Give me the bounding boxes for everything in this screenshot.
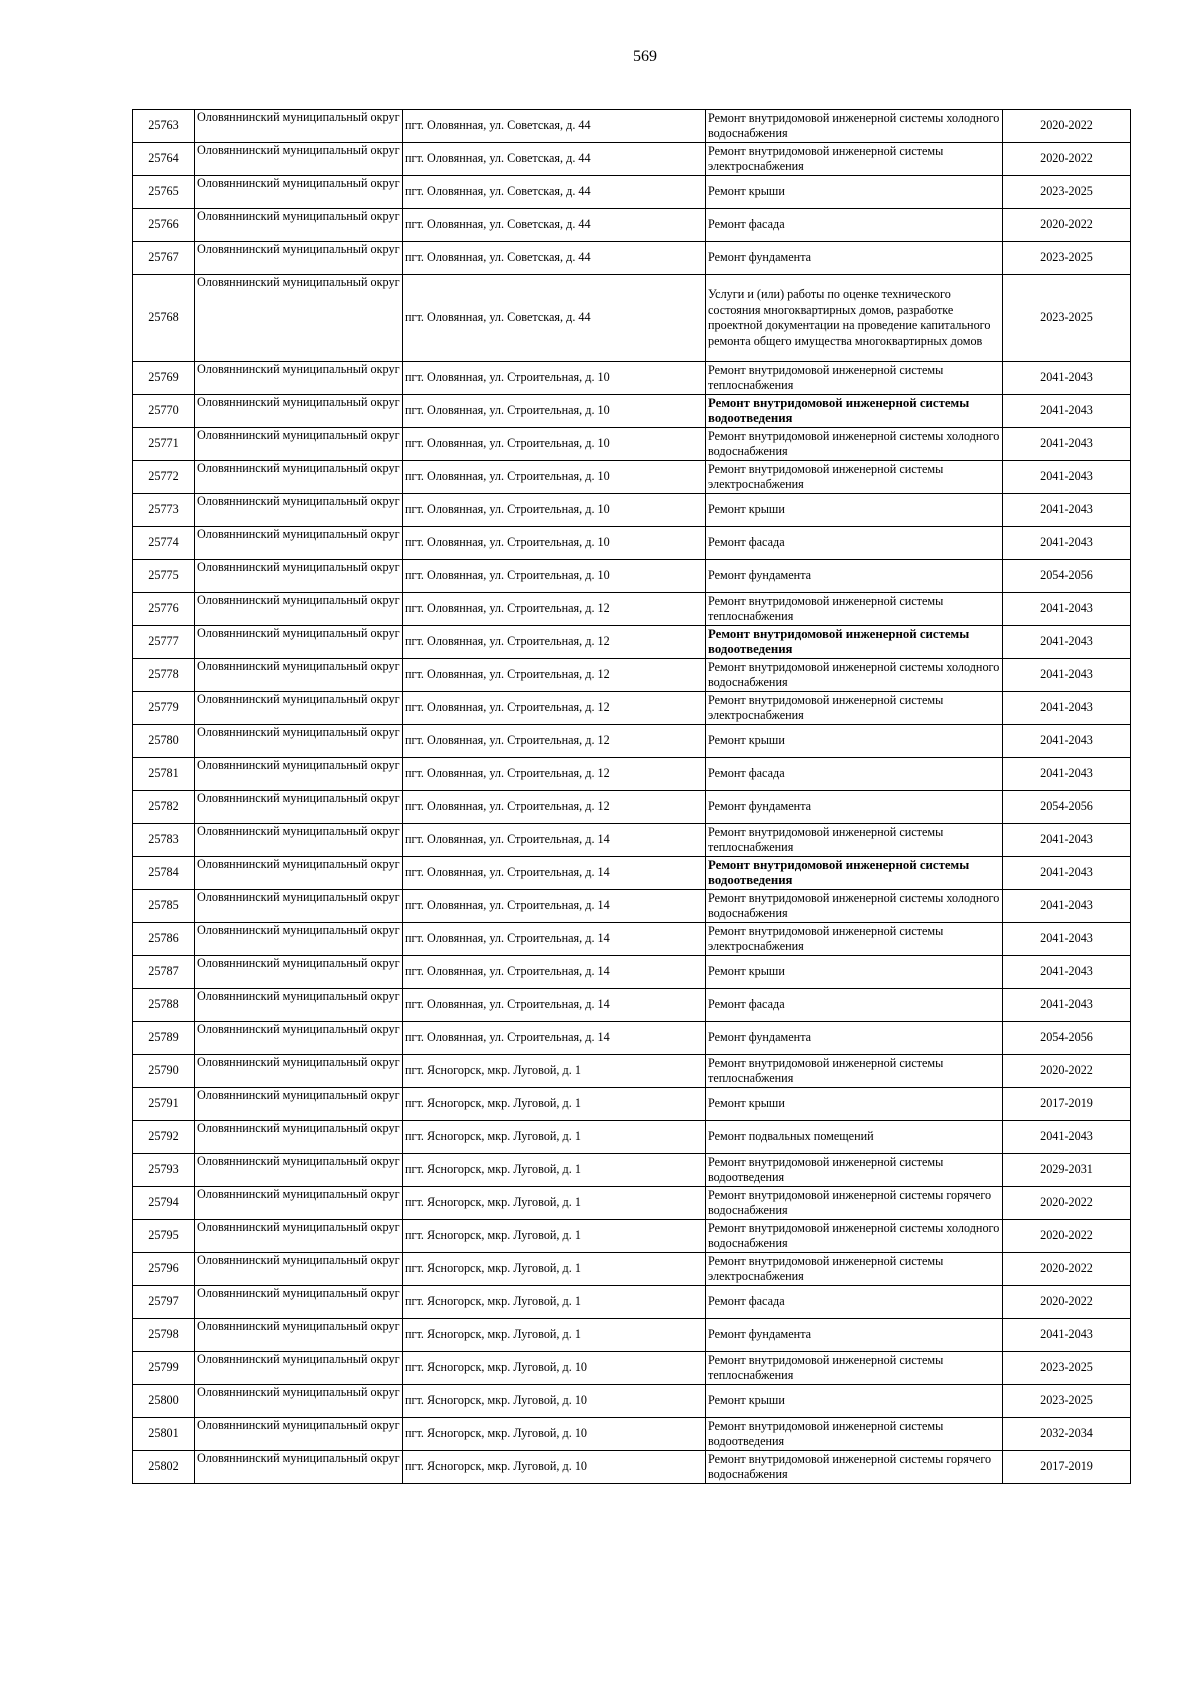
row-id-cell: 25793 [133, 1154, 195, 1187]
address-cell: пгт. Оловянная, ул. Строительная, д. 12 [403, 692, 706, 725]
row-id-cell: 25766 [133, 209, 195, 242]
work-type-cell: Ремонт внутридомовой инженерной системы холодного водоснабжения [706, 1220, 1003, 1253]
address-cell: пгт. Оловянная, ул. Строительная, д. 14 [403, 1022, 706, 1055]
work-type-cell: Ремонт внутридомовой инженерной системы холодного водоснабжения [706, 890, 1003, 923]
row-id-cell: 25772 [133, 461, 195, 494]
address-cell: пгт. Оловянная, ул. Строительная, д. 10 [403, 428, 706, 461]
table-row [133, 758, 1131, 791]
municipality-cell: Оловяннинский муниципальный округ [195, 494, 403, 527]
row-id-cell: 25769 [133, 362, 195, 395]
address-cell: пгт. Ясногорск, мкр. Луговой, д. 1 [403, 1253, 706, 1286]
row-id-cell: 25774 [133, 527, 195, 560]
address-cell: пгт. Ясногорск, мкр. Луговой, д. 1 [403, 1220, 706, 1253]
address-cell: пгт. Оловянная, ул. Строительная, д. 14 [403, 956, 706, 989]
table-row [133, 1286, 1131, 1319]
municipality-cell: Оловяннинский муниципальный округ [195, 824, 403, 857]
period-cell: 2029-2031 [1003, 1154, 1131, 1187]
municipality-cell: Оловяннинский муниципальный округ [195, 176, 403, 209]
municipality-cell: Оловяннинский муниципальный округ [195, 692, 403, 725]
period-cell: 2054-2056 [1003, 1022, 1131, 1055]
row-id-cell: 25786 [133, 923, 195, 956]
table-row [133, 209, 1131, 242]
municipality-cell: Оловяннинский муниципальный округ [195, 791, 403, 824]
table-row [133, 1352, 1131, 1385]
period-cell: 2041-2043 [1003, 626, 1131, 659]
address-cell: пгт. Оловянная, ул. Советская, д. 44 [403, 209, 706, 242]
work-type-cell: Ремонт внутридомовой инженерной системы электроснабжения [706, 1253, 1003, 1286]
period-cell: 2020-2022 [1003, 1055, 1131, 1088]
address-cell: пгт. Оловянная, ул. Строительная, д. 10 [403, 461, 706, 494]
municipality-cell: Оловяннинский муниципальный округ [195, 110, 403, 143]
row-id-cell: 25783 [133, 824, 195, 857]
table-row [133, 275, 1131, 362]
work-type-cell: Ремонт фасада [706, 209, 1003, 242]
row-id-cell: 25791 [133, 1088, 195, 1121]
table-row [133, 890, 1131, 923]
work-type-cell: Ремонт внутридомовой инженерной системы горячего водоснабжения [706, 1187, 1003, 1220]
table-row [133, 395, 1131, 428]
address-cell: пгт. Оловянная, ул. Строительная, д. 10 [403, 560, 706, 593]
work-type-cell: Ремонт подвальных помещений [706, 1121, 1003, 1154]
period-cell: 2020-2022 [1003, 1220, 1131, 1253]
period-cell: 2023-2025 [1003, 242, 1131, 275]
row-id-cell: 25775 [133, 560, 195, 593]
work-type-cell: Ремонт внутридомовой инженерной системы теплоснабжения [706, 1055, 1003, 1088]
period-cell: 2041-2043 [1003, 923, 1131, 956]
address-cell: пгт. Ясногорск, мкр. Луговой, д. 1 [403, 1187, 706, 1220]
row-id-cell: 25767 [133, 242, 195, 275]
municipality-cell: Оловяннинский муниципальный округ [195, 1088, 403, 1121]
work-type-cell: Ремонт фасада [706, 989, 1003, 1022]
work-type-cell: Ремонт крыши [706, 494, 1003, 527]
municipality-cell: Оловяннинский муниципальный округ [195, 1352, 403, 1385]
address-cell: пгт. Ясногорск, мкр. Луговой, д. 1 [403, 1286, 706, 1319]
row-id-cell: 25789 [133, 1022, 195, 1055]
row-id-cell: 25799 [133, 1352, 195, 1385]
municipality-cell: Оловяннинский муниципальный округ [195, 857, 403, 890]
address-cell: пгт. Оловянная, ул. Строительная, д. 12 [403, 626, 706, 659]
work-type-cell: Ремонт фундамента [706, 791, 1003, 824]
municipality-cell: Оловяннинский муниципальный округ [195, 593, 403, 626]
table-row [133, 1022, 1131, 1055]
table-row [133, 1088, 1131, 1121]
table-row [133, 989, 1131, 1022]
row-id-cell: 25801 [133, 1418, 195, 1451]
work-type-cell: Ремонт крыши [706, 956, 1003, 989]
work-type-cell: Ремонт внутридомовой инженерной системы водоотведения [706, 1418, 1003, 1451]
municipality-cell: Оловяннинский муниципальный округ [195, 527, 403, 560]
municipality-cell: Оловяннинский муниципальный округ [195, 626, 403, 659]
period-cell: 2041-2043 [1003, 1121, 1131, 1154]
work-type-cell: Ремонт фасада [706, 1286, 1003, 1319]
address-cell: пгт. Оловянная, ул. Строительная, д. 12 [403, 593, 706, 626]
work-type-cell: Ремонт фасада [706, 527, 1003, 560]
municipality-cell: Оловяннинский муниципальный округ [195, 1253, 403, 1286]
period-cell: 2041-2043 [1003, 989, 1131, 1022]
work-type-cell: Ремонт крыши [706, 176, 1003, 209]
row-id-cell: 25785 [133, 890, 195, 923]
municipality-cell: Оловяннинский муниципальный округ [195, 1220, 403, 1253]
table-row [133, 791, 1131, 824]
row-id-cell: 25797 [133, 1286, 195, 1319]
work-type-cell: Ремонт фундамента [706, 242, 1003, 275]
period-cell: 2023-2025 [1003, 176, 1131, 209]
table-row [133, 923, 1131, 956]
period-cell: 2041-2043 [1003, 758, 1131, 791]
municipality-cell: Оловяннинский муниципальный округ [195, 956, 403, 989]
municipality-cell: Оловяннинский муниципальный округ [195, 1055, 403, 1088]
row-id-cell: 25781 [133, 758, 195, 791]
address-cell: пгт. Ясногорск, мкр. Луговой, д. 10 [403, 1352, 706, 1385]
table-row [133, 725, 1131, 758]
municipality-cell: Оловяннинский муниципальный округ [195, 1418, 403, 1451]
work-type-cell: Ремонт внутридомовой инженерной системы водоотведения [706, 626, 1003, 659]
work-type-cell: Ремонт внутридомовой инженерной системы горячего водоснабжения [706, 1451, 1003, 1484]
address-cell: пгт. Оловянная, ул. Советская, д. 44 [403, 176, 706, 209]
table-row [133, 857, 1131, 890]
municipality-cell: Оловяннинский муниципальный округ [195, 143, 403, 176]
work-type-cell: Ремонт внутридомовой инженерной системы водоотведения [706, 857, 1003, 890]
work-type-cell: Ремонт внутридомовой инженерной системы холодного водоснабжения [706, 659, 1003, 692]
municipality-cell: Оловяннинский муниципальный округ [195, 362, 403, 395]
address-cell: пгт. Оловянная, ул. Советская, д. 44 [403, 143, 706, 176]
work-type-cell: Ремонт фундамента [706, 560, 1003, 593]
work-type-cell: Ремонт фасада [706, 758, 1003, 791]
table-row [133, 824, 1131, 857]
table-row [133, 1451, 1131, 1484]
table-row [133, 1220, 1131, 1253]
work-type-cell: Ремонт крыши [706, 1385, 1003, 1418]
address-cell: пгт. Оловянная, ул. Строительная, д. 10 [403, 527, 706, 560]
row-id-cell: 25779 [133, 692, 195, 725]
municipality-cell: Оловяннинский муниципальный округ [195, 1319, 403, 1352]
row-id-cell: 25777 [133, 626, 195, 659]
work-type-cell: Ремонт внутридомовой инженерной системы электроснабжения [706, 923, 1003, 956]
work-type-cell: Ремонт внутридомовой инженерной системы теплоснабжения [706, 824, 1003, 857]
address-cell: пгт. Оловянная, ул. Строительная, д. 14 [403, 824, 706, 857]
table-row [133, 527, 1131, 560]
work-type-cell: Ремонт внутридомовой инженерной системы теплоснабжения [706, 362, 1003, 395]
municipality-cell: Оловяннинский муниципальный округ [195, 1121, 403, 1154]
period-cell: 2017-2019 [1003, 1451, 1131, 1484]
period-cell: 2054-2056 [1003, 791, 1131, 824]
period-cell: 2041-2043 [1003, 857, 1131, 890]
address-cell: пгт. Оловянная, ул. Строительная, д. 14 [403, 857, 706, 890]
work-type-cell: Ремонт внутридомовой инженерной системы водоотведения [706, 1154, 1003, 1187]
municipality-cell: Оловяннинский муниципальный округ [195, 1022, 403, 1055]
table-row [133, 1418, 1131, 1451]
repair-schedule-table [132, 109, 1131, 1484]
period-cell: 2041-2043 [1003, 659, 1131, 692]
period-cell: 2054-2056 [1003, 560, 1131, 593]
table-row [133, 110, 1131, 143]
municipality-cell: Оловяннинский муниципальный округ [195, 923, 403, 956]
table-row [133, 1319, 1131, 1352]
address-cell: пгт. Оловянная, ул. Советская, д. 44 [403, 242, 706, 275]
address-cell: пгт. Ясногорск, мкр. Луговой, д. 1 [403, 1121, 706, 1154]
period-cell: 2041-2043 [1003, 692, 1131, 725]
table-row [133, 1385, 1131, 1418]
row-id-cell: 25780 [133, 725, 195, 758]
address-cell: пгт. Оловянная, ул. Строительная, д. 14 [403, 989, 706, 1022]
table-row [133, 1055, 1131, 1088]
row-id-cell: 25794 [133, 1187, 195, 1220]
municipality-cell: Оловяннинский муниципальный округ [195, 1286, 403, 1319]
address-cell: пгт. Оловянная, ул. Строительная, д. 12 [403, 725, 706, 758]
period-cell: 2020-2022 [1003, 1187, 1131, 1220]
address-cell: пгт. Ясногорск, мкр. Луговой, д. 10 [403, 1451, 706, 1484]
address-cell: пгт. Ясногорск, мкр. Луговой, д. 10 [403, 1385, 706, 1418]
work-type-cell: Ремонт внутридомовой инженерной системы электроснабжения [706, 143, 1003, 176]
address-cell: пгт. Оловянная, ул. Строительная, д. 10 [403, 494, 706, 527]
work-type-cell: Ремонт внутридомовой инженерной системы теплоснабжения [706, 593, 1003, 626]
address-cell: пгт. Оловянная, ул. Строительная, д. 10 [403, 395, 706, 428]
address-cell: пгт. Ясногорск, мкр. Луговой, д. 1 [403, 1055, 706, 1088]
table-row [133, 560, 1131, 593]
municipality-cell: Оловяннинский муниципальный округ [195, 461, 403, 494]
row-id-cell: 25764 [133, 143, 195, 176]
municipality-cell: Оловяннинский муниципальный округ [195, 989, 403, 1022]
table-row [133, 692, 1131, 725]
row-id-cell: 25765 [133, 176, 195, 209]
table-row [133, 593, 1131, 626]
period-cell: 2020-2022 [1003, 110, 1131, 143]
row-id-cell: 25787 [133, 956, 195, 989]
municipality-cell: Оловяннинский муниципальный округ [195, 758, 403, 791]
municipality-cell: Оловяннинский муниципальный округ [195, 242, 403, 275]
period-cell: 2023-2025 [1003, 275, 1131, 362]
table-row [133, 1187, 1131, 1220]
municipality-cell: Оловяннинский муниципальный округ [195, 1154, 403, 1187]
row-id-cell: 25798 [133, 1319, 195, 1352]
work-type-cell: Услуги и (или) работы по оценке технического состояния многоквартирных домов, разработке проектной документации на проведение капитального ремонта общего имущества многоквартирных домов [706, 275, 1003, 362]
table-row [133, 1253, 1131, 1286]
period-cell: 2041-2043 [1003, 428, 1131, 461]
address-cell: пгт. Ясногорск, мкр. Луговой, д. 1 [403, 1319, 706, 1352]
period-cell: 2041-2043 [1003, 494, 1131, 527]
work-type-cell: Ремонт внутридомовой инженерной системы электроснабжения [706, 461, 1003, 494]
row-id-cell: 25768 [133, 275, 195, 362]
row-id-cell: 25770 [133, 395, 195, 428]
row-id-cell: 25784 [133, 857, 195, 890]
municipality-cell: Оловяннинский муниципальный округ [195, 725, 403, 758]
row-id-cell: 25792 [133, 1121, 195, 1154]
municipality-cell: Оловяннинский муниципальный округ [195, 890, 403, 923]
row-id-cell: 25788 [133, 989, 195, 1022]
table-row [133, 1121, 1131, 1154]
row-id-cell: 25778 [133, 659, 195, 692]
period-cell: 2041-2043 [1003, 527, 1131, 560]
period-cell: 2041-2043 [1003, 890, 1131, 923]
row-id-cell: 25790 [133, 1055, 195, 1088]
table-row [133, 626, 1131, 659]
municipality-cell: Оловяннинский муниципальный округ [195, 428, 403, 461]
work-type-cell: Ремонт крыши [706, 1088, 1003, 1121]
work-type-cell: Ремонт фундамента [706, 1319, 1003, 1352]
address-cell: пгт. Оловянная, ул. Советская, д. 44 [403, 110, 706, 143]
table-row [133, 428, 1131, 461]
period-cell: 2023-2025 [1003, 1385, 1131, 1418]
work-type-cell: Ремонт внутридомовой инженерной системы электроснабжения [706, 692, 1003, 725]
address-cell: пгт. Оловянная, ул. Строительная, д. 14 [403, 890, 706, 923]
row-id-cell: 25800 [133, 1385, 195, 1418]
table-row [133, 242, 1131, 275]
municipality-cell: Оловяннинский муниципальный округ [195, 1187, 403, 1220]
table-row [133, 362, 1131, 395]
table-row [133, 494, 1131, 527]
page-number: 569 [633, 48, 657, 65]
period-cell: 2041-2043 [1003, 362, 1131, 395]
address-cell: пгт. Оловянная, ул. Строительная, д. 10 [403, 362, 706, 395]
row-id-cell: 25771 [133, 428, 195, 461]
period-cell: 2041-2043 [1003, 593, 1131, 626]
table-body [133, 110, 1131, 1484]
period-cell: 2041-2043 [1003, 1319, 1131, 1352]
period-cell: 2020-2022 [1003, 1286, 1131, 1319]
municipality-cell: Оловяннинский муниципальный округ [195, 275, 403, 362]
period-cell: 2020-2022 [1003, 1253, 1131, 1286]
period-cell: 2023-2025 [1003, 1352, 1131, 1385]
address-cell: пгт. Оловянная, ул. Строительная, д. 12 [403, 659, 706, 692]
period-cell: 2017-2019 [1003, 1088, 1131, 1121]
table-row [133, 659, 1131, 692]
work-type-cell: Ремонт фундамента [706, 1022, 1003, 1055]
period-cell: 2020-2022 [1003, 209, 1131, 242]
address-cell: пгт. Ясногорск, мкр. Луговой, д. 1 [403, 1154, 706, 1187]
row-id-cell: 25782 [133, 791, 195, 824]
period-cell: 2041-2043 [1003, 461, 1131, 494]
municipality-cell: Оловяннинский муниципальный округ [195, 395, 403, 428]
row-id-cell: 25802 [133, 1451, 195, 1484]
municipality-cell: Оловяннинский муниципальный округ [195, 1451, 403, 1484]
municipality-cell: Оловяннинский муниципальный округ [195, 209, 403, 242]
period-cell: 2041-2043 [1003, 824, 1131, 857]
address-cell: пгт. Ясногорск, мкр. Луговой, д. 10 [403, 1418, 706, 1451]
address-cell: пгт. Оловянная, ул. Советская, д. 44 [403, 275, 706, 362]
municipality-cell: Оловяннинский муниципальный округ [195, 1385, 403, 1418]
row-id-cell: 25773 [133, 494, 195, 527]
period-cell: 2041-2043 [1003, 956, 1131, 989]
table-row [133, 956, 1131, 989]
table-row [133, 1154, 1131, 1187]
table-row [133, 143, 1131, 176]
period-cell: 2041-2043 [1003, 395, 1131, 428]
row-id-cell: 25795 [133, 1220, 195, 1253]
period-cell: 2020-2022 [1003, 143, 1131, 176]
work-type-cell: Ремонт внутридомовой инженерной системы теплоснабжения [706, 1352, 1003, 1385]
address-cell: пгт. Ясногорск, мкр. Луговой, д. 1 [403, 1088, 706, 1121]
address-cell: пгт. Оловянная, ул. Строительная, д. 12 [403, 758, 706, 791]
row-id-cell: 25796 [133, 1253, 195, 1286]
work-type-cell: Ремонт внутридомовой инженерной системы водоотведения [706, 395, 1003, 428]
work-type-cell: Ремонт внутридомовой инженерной системы холодного водоснабжения [706, 428, 1003, 461]
address-cell: пгт. Оловянная, ул. Строительная, д. 12 [403, 791, 706, 824]
period-cell: 2032-2034 [1003, 1418, 1131, 1451]
row-id-cell: 25763 [133, 110, 195, 143]
municipality-cell: Оловяннинский муниципальный округ [195, 659, 403, 692]
municipality-cell: Оловяннинский муниципальный округ [195, 560, 403, 593]
row-id-cell: 25776 [133, 593, 195, 626]
work-type-cell: Ремонт крыши [706, 725, 1003, 758]
table-row [133, 176, 1131, 209]
table-row [133, 461, 1131, 494]
work-type-cell: Ремонт внутридомовой инженерной системы холодного водоснабжения [706, 110, 1003, 143]
period-cell: 2041-2043 [1003, 725, 1131, 758]
address-cell: пгт. Оловянная, ул. Строительная, д. 14 [403, 923, 706, 956]
